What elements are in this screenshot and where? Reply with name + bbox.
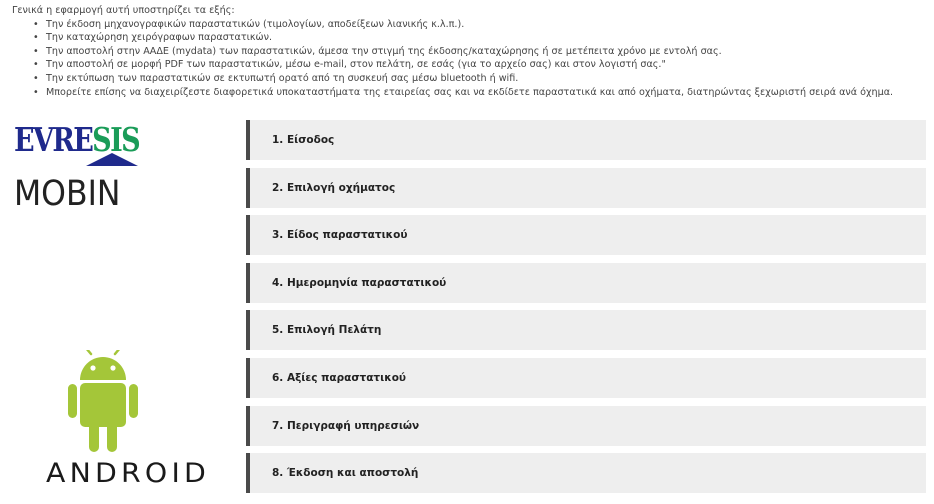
- features-list: [12, 18, 922, 100]
- intro-heading: Γενικά η εφαρμογή αυτή υποστηρίζει τα εξής:: [12, 5, 235, 16]
- step-document-values[interactable]: 6. Αξίες παραστατικού: [246, 358, 926, 398]
- step-document-type[interactable]: 3. Είδος παραστατικού: [246, 215, 926, 255]
- step-vehicle-selection[interactable]: 2. Επιλογή οχήματος: [246, 168, 926, 208]
- feature-item: • Την αποστολή σε μορφή PDF των παραστατικών, μέσω e-mail, στον πελάτη, σε εσάς (για το αρχείο σας) και στον λογιστή σας.": [46, 58, 922, 72]
- evresis-mobin-logo: [14, 120, 140, 222]
- android-wordmark: ANDROID: [46, 458, 211, 489]
- feature-item: • Την καταχώρηση χειρόγραφων παραστατικών.: [46, 31, 922, 45]
- feature-item: • Μπορείτε επίσης να διαχειρίζεστε διαφορετικά υποκαταστήματα της εταιρείας σας και να εκδίδετε παραστατικά και από οχήματα, διατηρώντας ξεχωριστή σειρά ανά όχημα.: [46, 86, 922, 100]
- feature-item: • Την έκδοση μηχανογραφικών παραστατικών (τιμολογίων, αποδείξεων λιανικής κ.λ.π.).: [46, 18, 922, 32]
- steps-menu: [246, 120, 926, 501]
- logo-part-sis: SIS: [92, 120, 140, 159]
- step-issue-and-send[interactable]: 8. Έκδοση και αποστολή: [246, 453, 926, 493]
- step-login[interactable]: 1. Είσοδος: [246, 120, 926, 160]
- feature-item: • Την εκτύπωση των παραστατικών σε εκτυπωτή ορατό από τη συσκευή σας μέσω bluetooth ή wifi.: [46, 72, 922, 86]
- product-name: MOBIN: [14, 174, 121, 214]
- logo-triangle-icon: [86, 153, 138, 166]
- step-document-date[interactable]: 4. Ημερομηνία παραστατικού: [246, 263, 926, 303]
- logo-part-evre: EVRE: [14, 120, 93, 159]
- intro-section: [12, 4, 922, 99]
- feature-item: • Την αποστολή στην ΑΑΔΕ (mydata) των παραστατικών, άμεσα την στιγμή της έκδοσης/καταχώρησης ή σε μετέπειτα χρόνο με εντολή σας.: [46, 45, 922, 59]
- step-customer-selection[interactable]: 5. Επιλογή Πελάτη: [246, 310, 926, 350]
- evresis-logo: [14, 120, 140, 168]
- android-logo: [44, 350, 211, 490]
- step-services-description[interactable]: 7. Περιγραφή υπηρεσιών: [246, 406, 926, 446]
- android-robot-icon: [68, 350, 138, 454]
